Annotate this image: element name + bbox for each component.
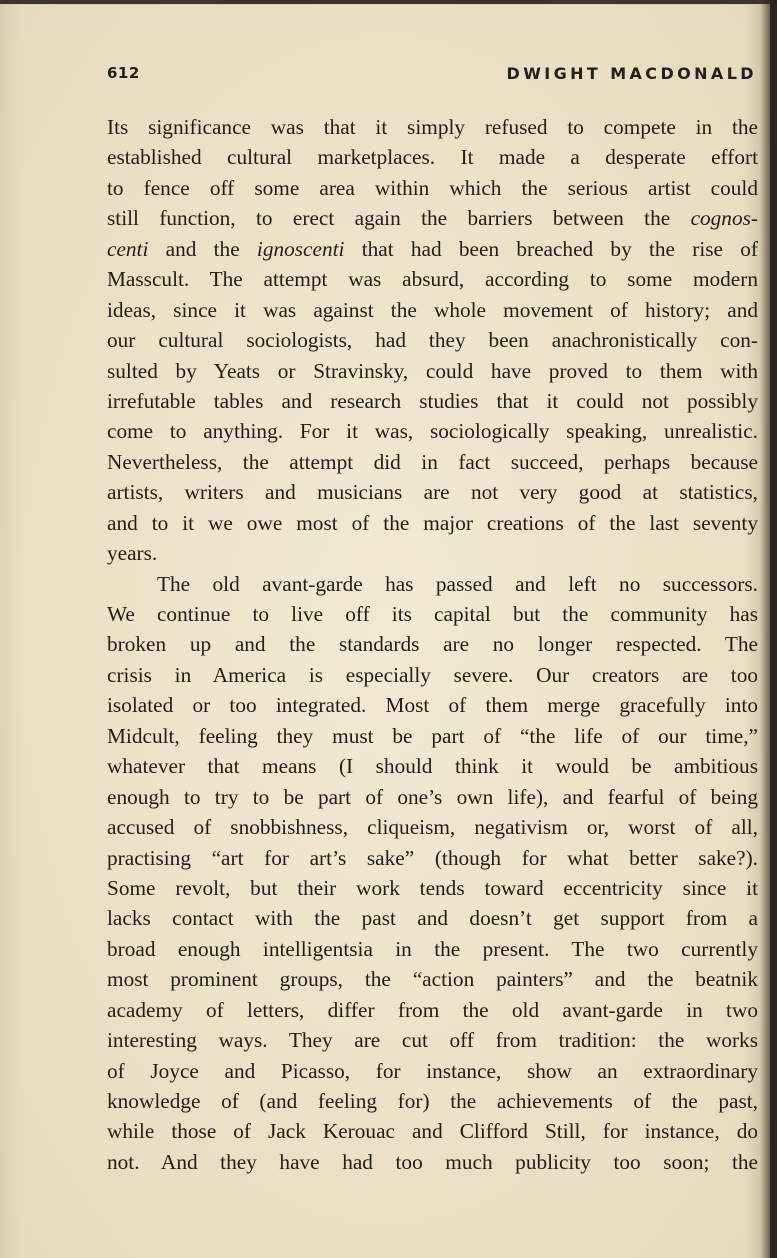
- italic-word: cognos-: [690, 206, 758, 231]
- text-line: sulted by Yeats or Stravinsky, could have proved to them with: [107, 358, 758, 383]
- text-line: We continue to live off its capital but the community has: [107, 602, 758, 626]
- text-line: most prominent groups, the “action painters” and the beatnik: [107, 967, 758, 992]
- text-line: while those of Jack Kerouac and Clifford Still, for instance, do: [107, 1119, 758, 1144]
- text-line: knowledge of (and feeling for) the achievements of the past,: [107, 1089, 758, 1113]
- text-line: [107, 203, 758, 233]
- text-line: broad enough intelligentsia in the present. The two currently: [107, 936, 758, 961]
- text-line: ideas, since it was against the whole movement of history; and: [107, 297, 758, 322]
- text-line: interesting ways. They are cut off from tradition: the works: [107, 1028, 758, 1053]
- running-head-author: DWIGHT MACDONALD: [506, 64, 757, 83]
- body-text: [107, 112, 758, 1177]
- page-edge-shadow: [760, 0, 770, 1258]
- text-line: years.: [107, 541, 158, 566]
- text-line: The old avant-garde has passed and left no successors.: [157, 571, 758, 596]
- text-line: Nevertheless, the attempt did in fact succeed, perhaps because: [107, 449, 758, 474]
- text-line: irrefutable tables and research studies that it could not possibly: [107, 388, 758, 413]
- text-line: crisis in America is especially severe. Our creators are too: [107, 662, 758, 687]
- text-segment: and the: [165, 236, 257, 261]
- text-line: isolated or too integrated. Most of them merge gracefully into: [107, 693, 758, 718]
- text-line: lacks contact with the past and doesn’t get support from a: [107, 906, 758, 931]
- text-line: practising “art for art’s sake” (though for what better sake?).: [107, 845, 758, 870]
- text-line: to fence off some area within which the serious artist could: [107, 175, 758, 200]
- text-line: established cultural marketplaces. It made a desperate effort: [107, 145, 758, 170]
- text-line: broken up and the standards are no longer respected. The: [107, 632, 758, 657]
- text-line: Midcult, feeling they must be part of “the life of our time,”: [107, 723, 758, 748]
- text-line: our cultural sociologists, had they been anachronistically con-: [107, 328, 758, 353]
- text-line: not. And they have had too much publicity too soon; the: [107, 1149, 758, 1174]
- text-segment: that had been breached by the rise of: [344, 236, 758, 261]
- running-header: [107, 64, 765, 88]
- text-line: artists, writers and musicians are not very good at statistics,: [107, 480, 758, 505]
- text-line: accused of snobbishness, cliqueism, negativism or, worst of all,: [107, 815, 758, 840]
- text-line: Its significance was that it simply refused to compete in the: [107, 115, 758, 139]
- text-line: whatever that means (I should think it would be ambitious: [107, 754, 758, 779]
- text-line: come to anything. For it was, sociologically speaking, unrealistic.: [107, 419, 758, 444]
- text-line: Masscult. The attempt was absurd, according to some modern: [107, 267, 758, 292]
- text-line: enough to try to be part of one’s own life), and fearful of being: [107, 784, 758, 809]
- page-number: 612: [107, 64, 140, 82]
- italic-word: centi: [107, 236, 149, 261]
- text-line: and to it we owe most of the major creations of the last seventy: [107, 510, 758, 535]
- text-line: academy of letters, differ from the old avant-garde in two: [107, 997, 758, 1022]
- italic-word: ignoscenti: [256, 236, 345, 261]
- text-line: [107, 234, 758, 264]
- page-top-edge: [0, 0, 770, 4]
- text-segment: still function, to erect again the barriers between the: [107, 206, 691, 231]
- text-line: Some revolt, but their work tends toward eccentricity since it: [107, 875, 758, 900]
- text-line: of Joyce and Picasso, for instance, show an extraordinary: [107, 1058, 758, 1083]
